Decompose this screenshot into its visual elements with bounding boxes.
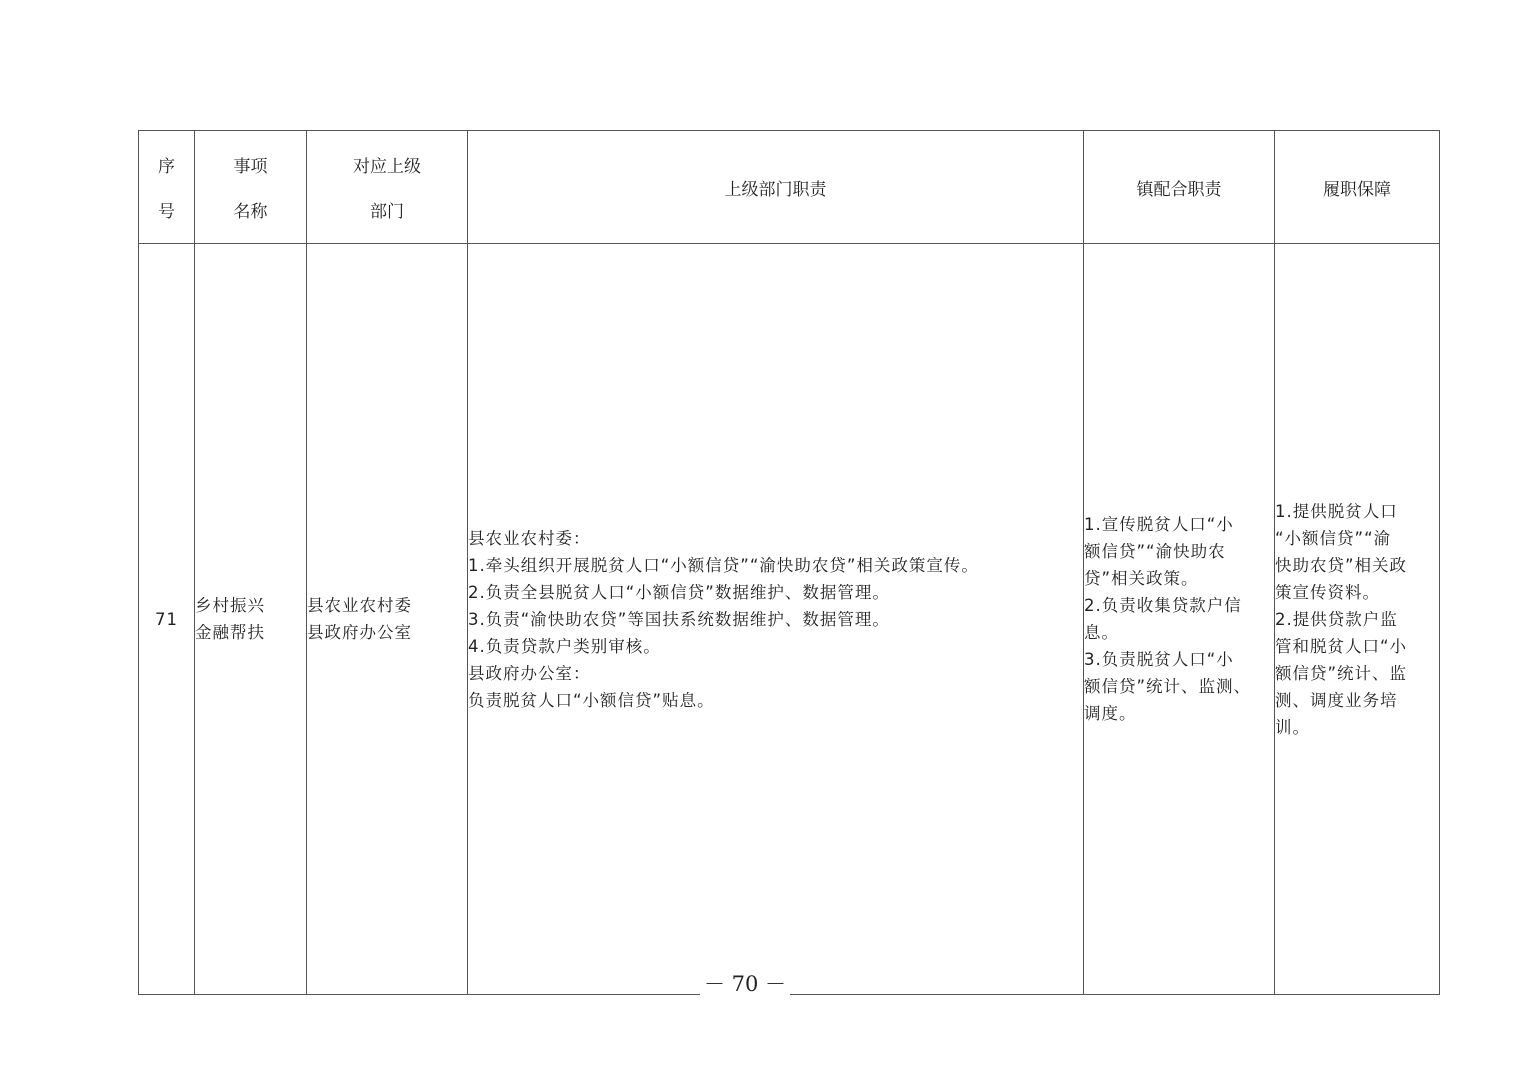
guarantee-line: 管和脱贫人口“小 bbox=[1275, 636, 1408, 656]
cell-upper-dept bbox=[307, 244, 468, 995]
upper-duty-line: 1.牵头组织开展脱贫人口“小额信贷”“渝快助农贷”相关政策宣传。 bbox=[468, 555, 979, 575]
header-dept-line-2: 部门 bbox=[370, 202, 404, 222]
town-duty-line: 额信贷”“渝快助农 bbox=[1084, 542, 1226, 561]
upper-duty-line: 县农业农村委： bbox=[468, 528, 591, 548]
cell-no: 71 bbox=[139, 244, 195, 995]
item-name-line: 金融帮扶 bbox=[195, 623, 265, 642]
town-duty-line: 调度。 bbox=[1084, 704, 1137, 723]
town-duty-line: 2.负责收集贷款户信 bbox=[1084, 596, 1242, 615]
guarantee-line: “小额信贷”“渝 bbox=[1275, 528, 1392, 548]
header-upper-dept bbox=[307, 131, 468, 244]
guarantee-line: 测、调度业务培 bbox=[1275, 690, 1398, 710]
dept-line: 县政府办公室 bbox=[307, 623, 412, 642]
town-duty-line: 额信贷”统计、监测、 bbox=[1084, 677, 1252, 696]
town-duty-line: 3.负责脱贫人口“小 bbox=[1084, 650, 1234, 669]
cell-town-duties bbox=[1084, 244, 1275, 995]
town-duty-line: 息。 bbox=[1084, 623, 1119, 642]
upper-duty-line: 县政府办公室： bbox=[468, 663, 591, 683]
header-no bbox=[139, 131, 195, 244]
guarantee-line: 额信贷”统计、监 bbox=[1275, 663, 1408, 683]
item-name-line: 乡村振兴 bbox=[195, 596, 265, 615]
header-guarantee: 履职保障 bbox=[1275, 131, 1440, 244]
town-duty-line: 贷”相关政策。 bbox=[1084, 569, 1199, 588]
table-row bbox=[139, 244, 1440, 995]
header-town-duties: 镇配合职责 bbox=[1084, 131, 1275, 244]
guarantee-line: 2.提供贷款户监 bbox=[1275, 609, 1398, 629]
header-upper-duties: 上级部门职责 bbox=[468, 131, 1084, 244]
town-duty-line: 1.宣传脱贫人口“小 bbox=[1084, 515, 1234, 534]
table-header-row bbox=[139, 131, 1440, 244]
guarantee-line: 1.提供脱贫人口 bbox=[1275, 501, 1398, 521]
cell-guarantee bbox=[1275, 244, 1440, 995]
upper-duty-line: 3.负责“渝快助农贷”等国扶系统数据维护、数据管理。 bbox=[468, 609, 890, 629]
header-no-line-1: 序 bbox=[158, 157, 175, 177]
cell-item-name bbox=[195, 244, 307, 995]
header-dept-line-1: 对应上级 bbox=[353, 157, 421, 177]
guarantee-line: 快助农贷”相关政 bbox=[1275, 555, 1408, 575]
page-number: － 70 － bbox=[700, 968, 790, 998]
guarantee-line: 策宣传资料。 bbox=[1275, 582, 1380, 602]
upper-duty-line: 2.负责全县脱贫人口“小额信贷”数据维护、数据管理。 bbox=[468, 582, 890, 602]
duty-table bbox=[138, 130, 1440, 995]
upper-duty-line: 负责脱贫人口“小额信贷”贴息。 bbox=[468, 690, 715, 710]
upper-duty-line: 4.负责贷款户类别审核。 bbox=[468, 636, 661, 656]
cell-upper-duties bbox=[468, 244, 1084, 995]
header-item-line-1: 事项 bbox=[233, 157, 268, 177]
header-item-line-2: 名称 bbox=[233, 202, 268, 222]
dept-line: 县农业农村委 bbox=[307, 596, 412, 615]
header-no-line-2: 号 bbox=[158, 202, 175, 222]
guarantee-line: 训。 bbox=[1275, 717, 1310, 737]
header-item-name bbox=[195, 131, 307, 244]
